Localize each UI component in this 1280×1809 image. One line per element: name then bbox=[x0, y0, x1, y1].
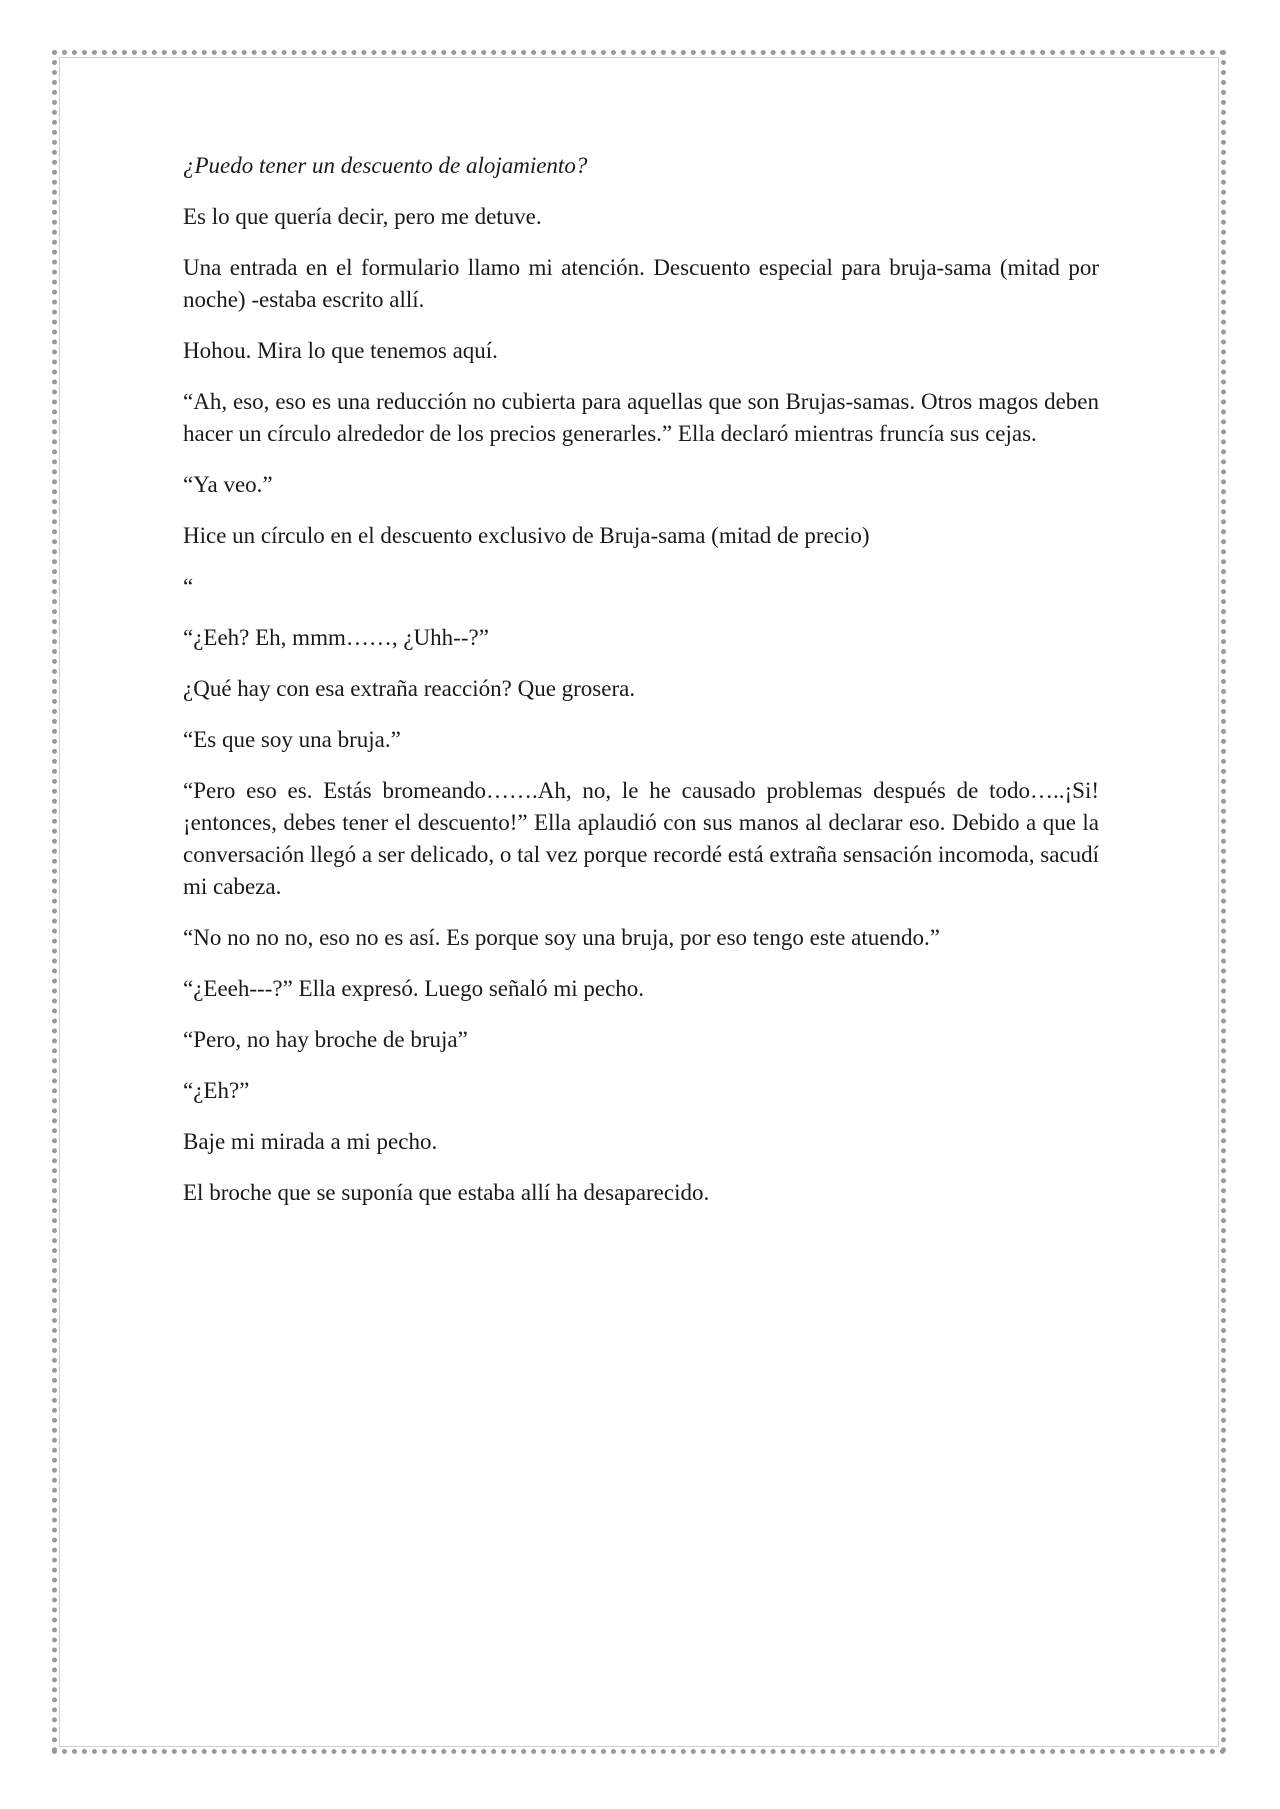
paragraph: “Ah, eso, eso es una reducción no cubierta para aquellas que son Brujas-samas. Otros magos deben hacer un círculo alrededor de los precios generarles.” Ella declaró mientras fruncía sus cejas. bbox=[183, 389, 1099, 446]
document-body bbox=[183, 150, 1099, 1228]
paragraph: “Es que soy una bruja.” bbox=[183, 727, 401, 752]
paragraph: “No no no no, eso no es así. Es porque soy una bruja, por eso tengo este atuendo.” bbox=[183, 925, 940, 950]
paragraph: ¿Qué hay con esa extraña reacción? Que grosera. bbox=[183, 676, 636, 701]
paragraph: Es lo que quería decir, pero me detuve. bbox=[183, 204, 542, 229]
paragraph: ¿Puedo tener un descuento de alojamiento? bbox=[183, 153, 588, 178]
paragraph: “¿Eh?” bbox=[183, 1078, 250, 1103]
paragraph: “¿Eeeh---?” Ella expresó. Luego señaló mi pecho. bbox=[183, 976, 645, 1001]
paragraph: “ bbox=[183, 574, 194, 599]
paragraph: “Ya veo.” bbox=[183, 472, 273, 497]
paragraph: Hohou. Mira lo que tenemos aquí. bbox=[183, 338, 498, 363]
paragraph: Hice un círculo en el descuento exclusivo de Bruja-sama (mitad de precio) bbox=[183, 523, 870, 548]
paragraph: “Pero, no hay broche de bruja” bbox=[183, 1027, 468, 1052]
paragraph: El broche que se suponía que estaba allí ha desaparecido. bbox=[183, 1180, 710, 1205]
paragraph: “¿Eeh? Eh, mmm……, ¿Uhh--?” bbox=[183, 625, 489, 650]
paragraph: Una entrada en el formulario llamo mi atención. Descuento especial para bruja-sama (mitad por noche) -estaba escrito allí. bbox=[183, 255, 1099, 312]
paragraph: “Pero eso es. Estás bromeando…….Ah, no, le he causado problemas después de todo…..¡Si! ¡entonces, debes tener el descuento!” Ella aplaudió con sus manos al declarar eso. Debido a que la conversación llegó a ser delicado, o tal vez porque recordé está extraña sensación incomoda, sacudí mi cabeza. bbox=[183, 778, 1099, 899]
paragraph: Baje mi mirada a mi pecho. bbox=[183, 1129, 438, 1154]
